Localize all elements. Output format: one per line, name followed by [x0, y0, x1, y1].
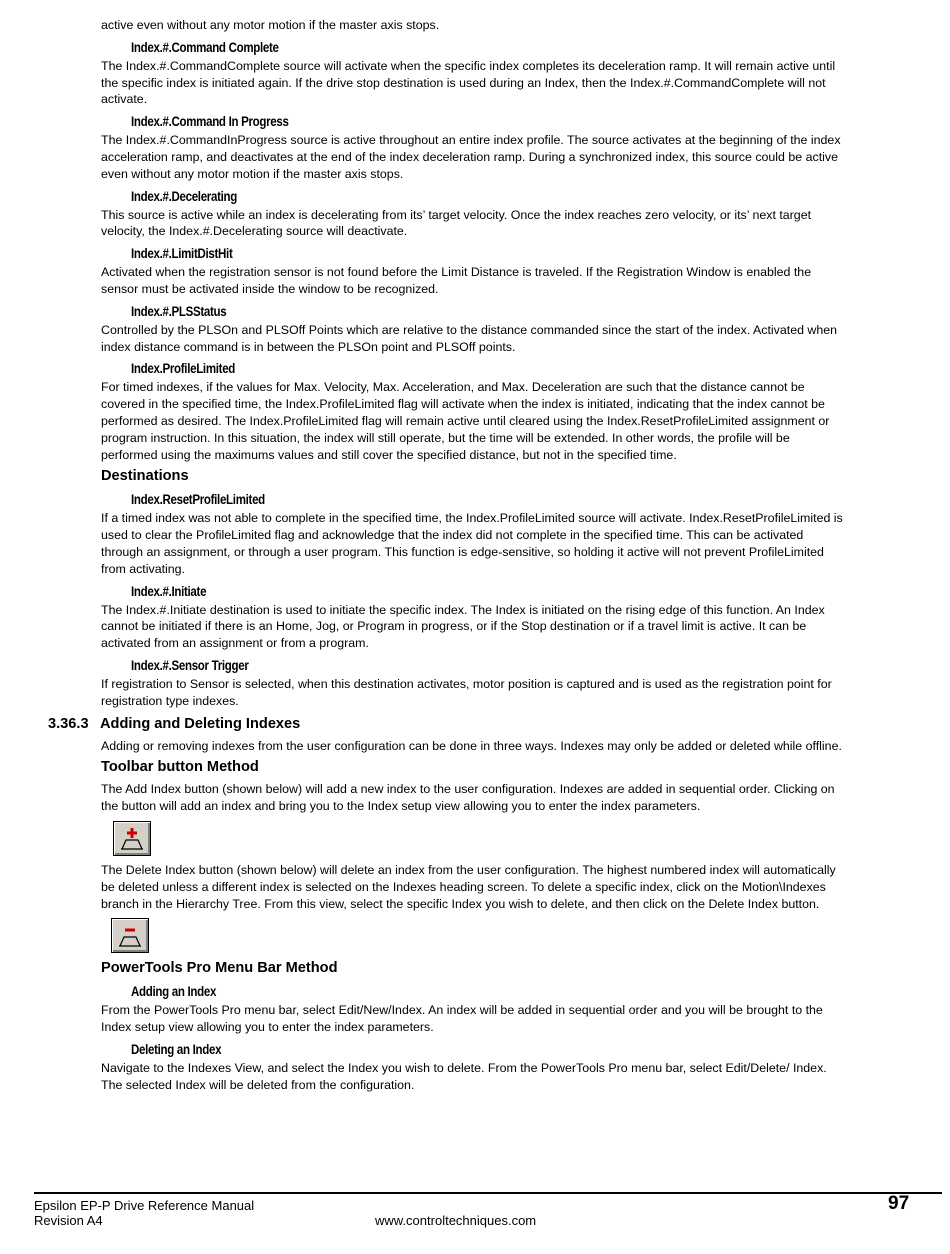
paragraph: The Add Index button (shown below) will add a new index to the user configuration. Indexes are added in sequential order. Clicking on the button will add an index and bring you to the Index setup view allowing you to enter the index parameters.: [101, 782, 835, 814]
section-heading-adding-deleting: [48, 715, 847, 734]
subheading: Adding an Index: [131, 984, 217, 1000]
paragraph: Navigate to the Indexes View, and select the Index you wish to delete. From the PowerTools Pro menu bar, select Edit/Delete/ Index. The selected Index will be deleted from the configuration.: [101, 1060, 827, 1092]
subheading: Index.#.Command Complete: [131, 39, 279, 55]
add-index-icon: [113, 821, 151, 856]
paragraph: Controlled by the PLSOn and PLSOff Points which are relative to the distance commanded since the start of the index. Activated when index distance command is in between the PLSOn point and PLSOff points.: [101, 322, 838, 354]
section-heading-menu-bar: PowerTools Pro Menu Bar Method: [101, 960, 338, 977]
footer-url: www.controltechniques.com: [375, 1213, 537, 1228]
section-number: 3.36.3: [48, 715, 89, 732]
subheading: Index.ProfileLimited: [131, 361, 236, 377]
paragraph: From the PowerTools Pro menu bar, select Edit/New/Index. An index will be added in sequential order and you will be brought to the Index setup view allowing you to enter the index parameters.: [101, 1003, 823, 1035]
subheading: Index.#.Initiate: [131, 583, 207, 599]
subheading: Index.ResetProfileLimited: [131, 492, 265, 508]
delete-index-icon: [111, 918, 149, 953]
section-title: Adding and Deleting Indexes: [100, 715, 301, 732]
footer-divider: [34, 1192, 942, 1194]
subheading: Index.#.Command In Progress: [131, 114, 289, 130]
paragraph: The Index.#.Initiate destination is used to initiate the specific index. The Index is initiated on the rising edge of this function. An Index cannot be initiated if there is an Home, Jog, or Program in progress, or if the Stop destination or if a travel limit is active. It can be activated from an assignment or from a program.: [101, 602, 825, 651]
footer-manual-title: Epsilon EP-P Drive Reference Manual: [34, 1198, 255, 1213]
section-heading-toolbar: Toolbar button Method: [101, 759, 259, 776]
footer-revision: Revision A4: [34, 1213, 103, 1228]
subheading: Index.#.Sensor Trigger: [131, 657, 249, 673]
paragraph: The Index.#.CommandInProgress source is active throughout an entire index profile. The source activates at the beginning of the index acceleration ramp, and deactivates at the end of the index deceleration ramp. During a synchronized index, this source could be active even without any motor motion if the master axis stops.: [101, 133, 841, 181]
subheading: Index.#.Decelerating: [131, 188, 237, 204]
page-number: 97: [888, 1193, 910, 1214]
paragraph: Activated when the registration sensor is not found before the Limit Distance is traveled. If the Registration Window is enabled the sensor must be activated inside the window to be recognized.: [101, 265, 812, 296]
paragraph: The Index.#.CommandComplete source will activate when the specific index completes its deceleration ramp. It will remain active until the specific index is initiated again. If the drive stop destination is used during an Index, then the Index.#.CommandComplete will not activate.: [101, 58, 836, 107]
paragraph: The Delete Index button (shown below) will delete an index from the user configuration. The highest numbered index will automatically be deleted unless a different index is selected on the Indexes heading screen. To delete a specific index, click on the Motion\Indexes branch in the Hierarchy Tree. From this view, select the specific Index you wish to delete, and then click on the Delete Index button.: [101, 862, 836, 911]
paragraph: If registration to Sensor is selected, when this destination activates, motor position is captured and is used as the registration point for registration type indexes.: [101, 676, 832, 708]
paragraph: active even without any motor motion if the master axis stops.: [101, 18, 440, 32]
subheading: Deleting an Index: [131, 1041, 222, 1057]
paragraph: If a timed index was not able to complete in the specified time, the Index.ProfileLimited source will activate. Index.ResetProfileLimited is used to clear the ProfileLimited flag and acknowledge that the index did not complete in the specified time. This can be activated through an assignment, or through a user program. This function is edge-sensitive, so holding it active will not prevent ProfileLimited from activating.: [101, 511, 843, 576]
subheading: Index.#.LimitDistHit: [131, 246, 233, 262]
paragraph: For timed indexes, if the values for Max. Velocity, Max. Acceleration, and Max. Deceleration are such that the distance cannot be covered in the specified time, the Index.ProfileLimited flag will activate when the index is initiated, indicating that the index cannot be performed as desired. The Index.ProfileLimited flag will remain active until cleared using the Index.ResetProfileLimited assignment or program instruction. In this situation, the index will still operate, but the time will be extended. In other words, the profile will be performed using the maximums values and still cover the specified distance, but not in the specified time.: [101, 380, 830, 462]
paragraph: Adding or removing indexes from the user configuration can be done in three ways. Indexes may only be added or deleted while offline.: [101, 738, 842, 753]
subheading: Index.#.PLSStatus: [131, 303, 227, 319]
section-heading-destinations: Destinations: [101, 468, 189, 485]
page-content: [48, 17, 847, 1093]
paragraph: This source is active while an index is decelerating from its’ target velocity. Once the index reaches zero velocity, or its’ next target velocity, the Index.#.Decelerating source will deactivate.: [101, 207, 812, 239]
